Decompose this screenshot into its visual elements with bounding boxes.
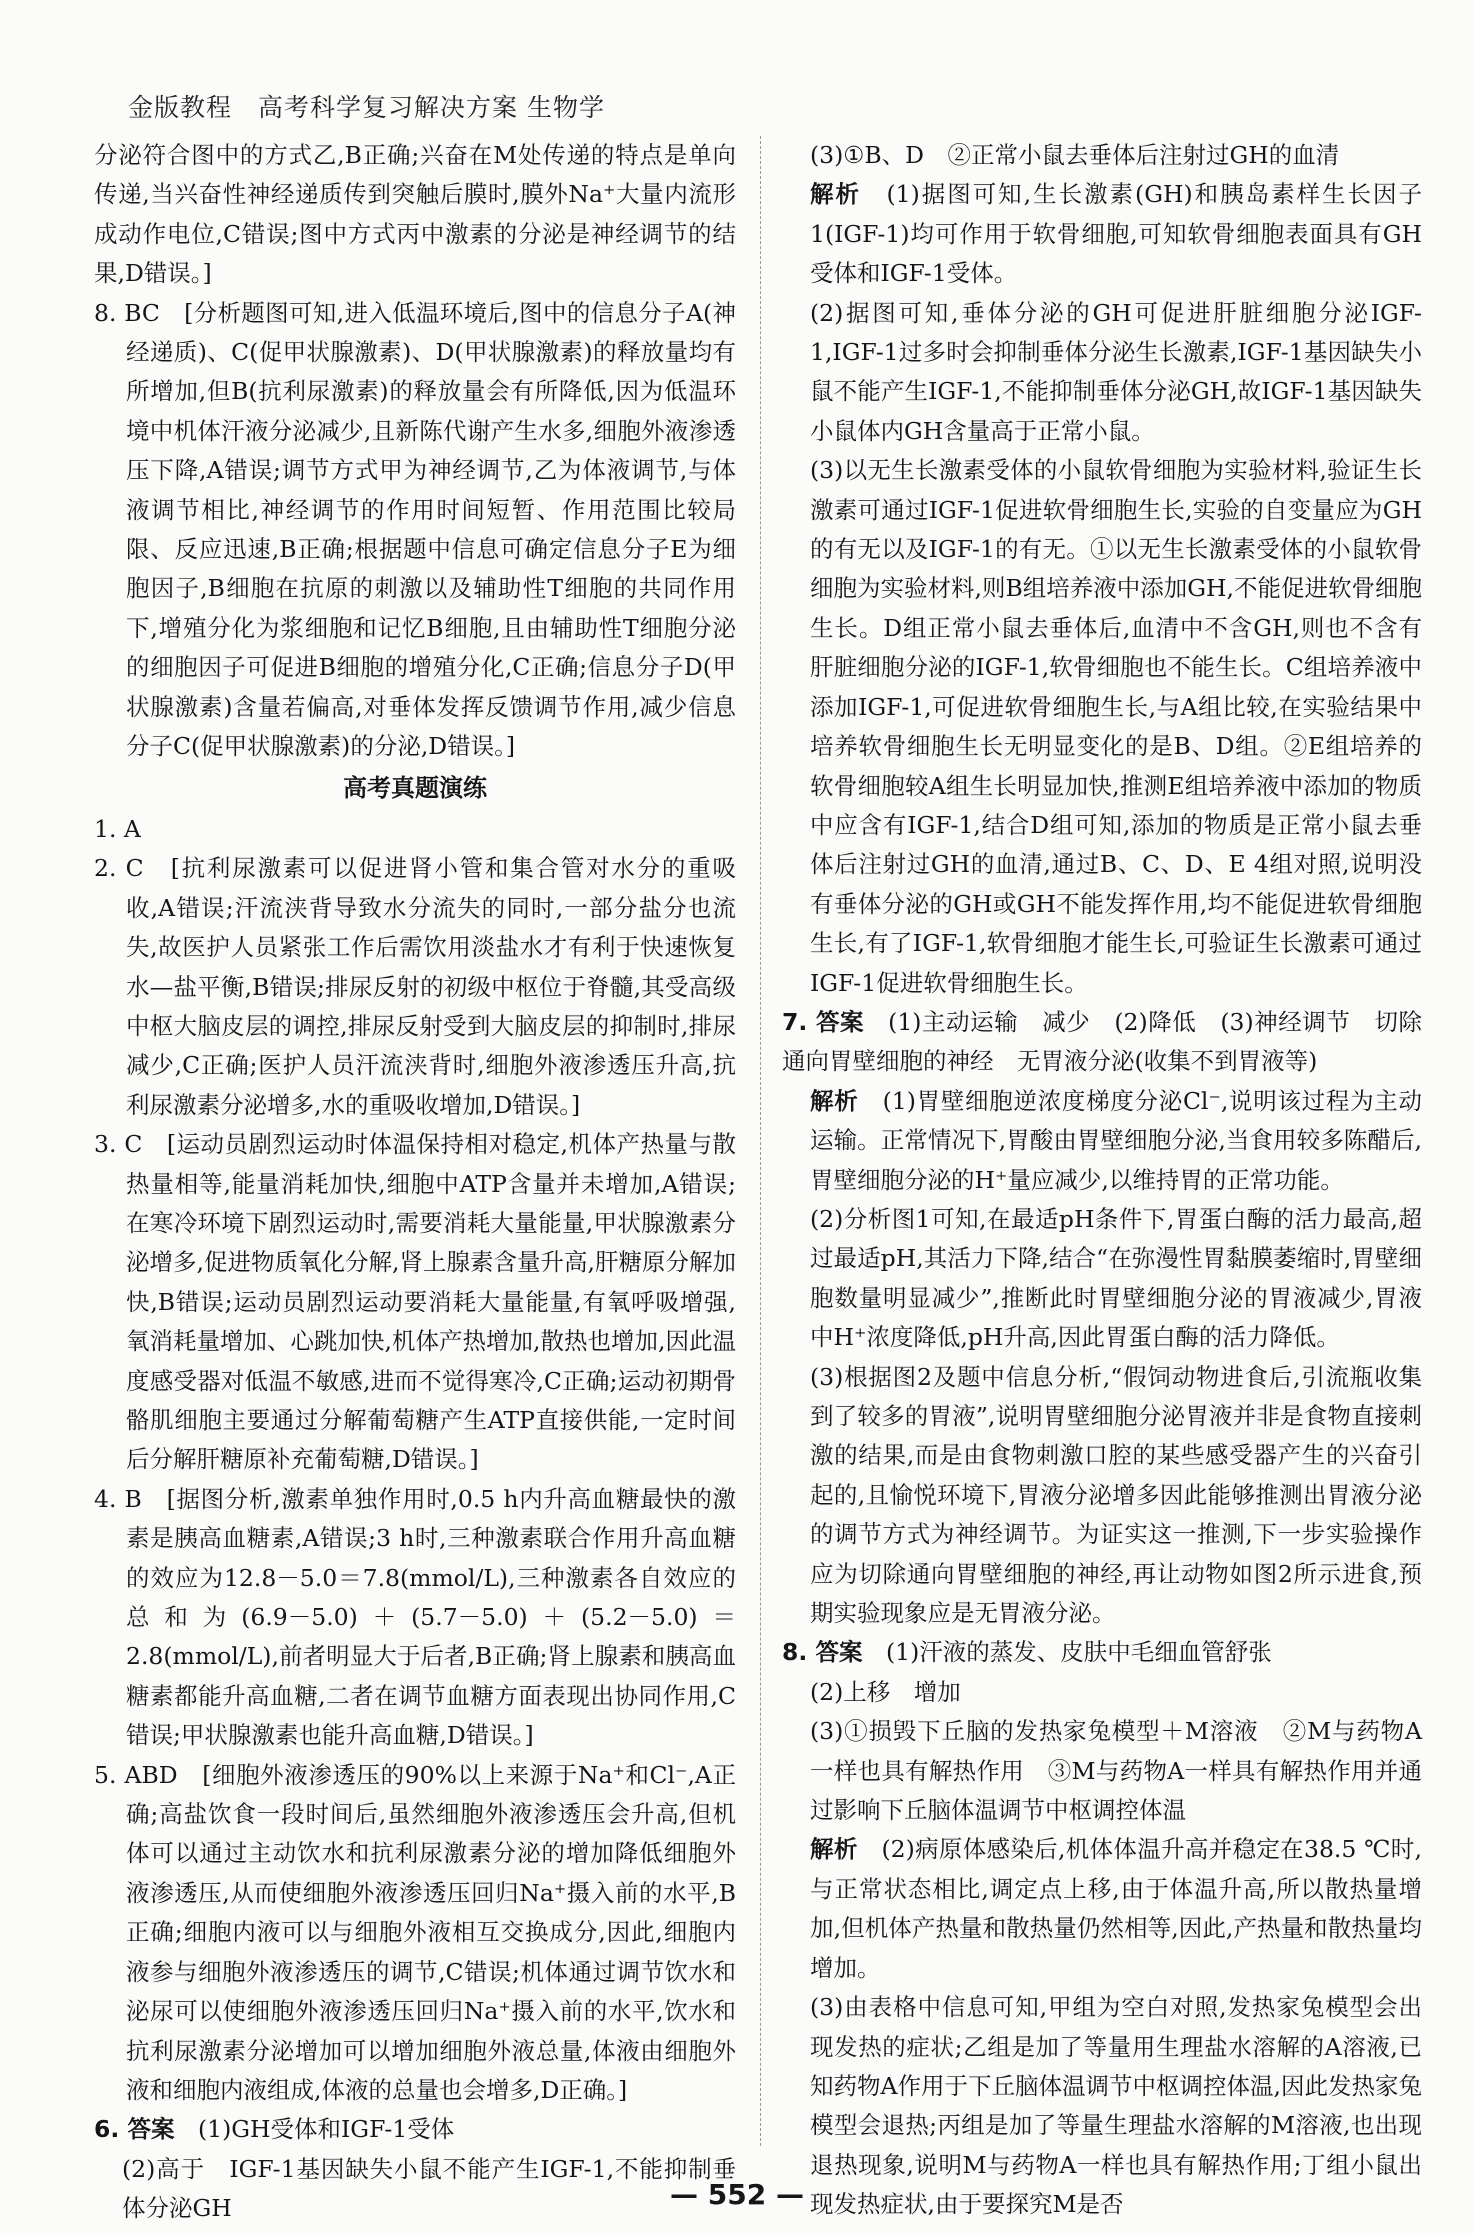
answer-6-part3: (3)①B、D ②正常小鼠去垂体后注射过GH的血清 bbox=[810, 141, 1340, 169]
answer-item-8: 8. BC [分析题图可知,进入低温环境后,图中的信息分子A(神经递质)、C(促甲状腺激素)、D(甲状腺激素)的释放量均有所增加,但B(抗利尿激素)的释放量会有所降低,因为低温环境中机体汗液分泌减少,且新陈代谢产生水多,细胞外液渗透压下降,A错误;调节方式甲为神经调节,乙为体液调节,与体液调节相比,神经调节的作用时间短暂、作用范围比较局限、反应迅速,B正确;根据题中信息可确定信息分子E为细胞因子,B细胞在抗原的刺激以及辅助性T细胞的共同作用下,增殖分化为浆细胞和记忆B细胞,且由辅助性T细胞分泌的细胞因子可促进B细胞的增殖分化,C正确;信息分子D(甲状腺激素)含量若偏高,对垂体发挥反馈调节作用,减少信息分子C(促甲状腺激素)的分泌,D错误。] bbox=[94, 298, 736, 761]
left-column bbox=[94, 136, 736, 2229]
answer-item-5: 5. ABD [细胞外液渗透压的90%以上来源于Na⁺和Cl⁻,A正确;高盐饮食一段时间后,虽然细胞外液渗透压会升高,但机体可以通过主动饮水和抗利尿激素分泌的增加降低细胞外液渗透压,从而使细胞外液渗透压回归Na⁺摄入前的水平,B正确;细胞内液可以与细胞外液相互交换成分,因此,细胞内液参与细胞外液渗透压的调节,C错误;机体通过调节饮水和泌尿可以使细胞外液渗透压回归Na⁺摄入前的水平,饮水和抗利尿激素分泌增加可以增加细胞外液总量,体液由细胞外液和细胞内液组成,体液的总量也会增多,D正确。] bbox=[94, 1760, 736, 2104]
answer-item-4: 4. B [据图分析,激素单独作用时,0.5 h内升高血糖最快的激素是胰高血糖素,A错误;3 h时,三种激素联合作用升高血糖的效应为12.8－5.0＝7.8(mmol/L),三种激素各自效应的总和为(6.9－5.0)＋(5.7－5.0)＋(5.2－5.0)＝2.8(mmol/L),前者明显大于后者,B正确;肾上腺素和胰高血糖素都能升高血糖,二者在调节血糖方面表现出协同作用,C错误;甲状腺激素也能升高血糖,D错误。] bbox=[94, 1484, 736, 1750]
analysis-6-1: (1)据图可知,生长激素(GH)和胰岛素样生长因子1(IGF-1)均可作用于软骨细胞,可知软骨细胞表面具有GH受体和IGF-1受体。 bbox=[810, 180, 1422, 288]
analysis-7-3: (3)根据图2及题中信息分析,“假饲动物进食后,引流瓶收集到了较多的胃液”,说明胃壁细胞分泌胃液并非是食物直接刺激的结果,而是由食物刺激口腔的某些感受器产生的兴奋引起的,且愉悦环境下,胃液分泌增多因此能够推测出胃液分泌的调节方式为神经调节。为证实这一推测,下一步实验操作应为切除通向胃壁细胞的神经,再让动物如图2所示进食,预期实验现象应是无胃液分泌。 bbox=[810, 1362, 1422, 1628]
analysis-label: 解析 bbox=[810, 1835, 858, 1864]
answer-6-part1: (1)GH受体和IGF-1受体 bbox=[197, 2115, 455, 2144]
answer-item-2: 2. C [抗利尿激素可以促进肾小管和集合管对水分的重吸收,A错误;汗流浃背导致水分流失的同时,一部分盐分也流失,故医护人员紧张工作后需饮用淡盐水才有利于快速恢复水—盐平衡,B错误;排尿反射的初级中枢位于脊髓,其受高级中枢大脑皮层的调控,排尿反射受到大脑皮层的抑制时,排尿减少,C正确;医护人员汗流浃背时,细胞外液渗透压升高,抗利尿激素分泌增多,水的重吸收增加,D错误。] bbox=[94, 854, 736, 1119]
paragraph: 分泌符合图中的方式乙,B正确;兴奋在M处传递的特点是单向传递,当兴奋性神经递质传到突触后膜时,膜外Na⁺大量内流形成动作电位,C错误;图中方式丙中激素的分泌是神经调节的结果,D错误。] bbox=[94, 141, 736, 288]
right-column bbox=[782, 136, 1422, 2225]
analysis-label: 解析 bbox=[810, 180, 861, 209]
analysis-6-3: (3)以无生长激素受体的小鼠软骨细胞为实验材料,验证生长激素可通过IGF-1促进软骨细胞生长,实验的自变量应为GH的有无以及IGF-1的有无。①以无生长激素受体的小鼠软骨细胞为实验材料,则B组培养液中添加GH,不能促进软骨细胞生长。D组正常小鼠去垂体后,血清中不含GH,则也不含有肝脏细胞分泌的IGF-1,软骨细胞也不能生长。C组培养液中添加IGF-1,可促进软骨细胞生长,与A组比较,在实验结果中培养软骨细胞生长无明显变化的是B、D组。②E组培养的软骨细胞较A组生长明显加快,推测E组培养液中添加的物质中应含有IGF-1,结合D组可知,添加的物质是正常小鼠去垂体后注射过GH的血清,通过B、C、D、E 4组对照,说明没有垂体分泌的GH或GH不能发挥作用,均不能促进软骨细胞生长,有了IGF-1,软骨细胞才能生长,可验证生长激素可通过IGF-1促进软骨细胞生长。 bbox=[810, 456, 1422, 997]
answer-8-title: 8. 答案 bbox=[782, 1638, 863, 1667]
analysis-7-1: (1)胃壁细胞逆浓度梯度分泌Cl⁻,说明该过程为主动运输。正常情况下,胃酸由胃壁细胞分泌,当食用较多陈醋后,胃壁细胞分泌的H⁺量应减少,以维持胃的正常功能。 bbox=[810, 1086, 1422, 1194]
analysis-label: 解析 bbox=[810, 1086, 859, 1115]
answer-8-part2: (2)上移 增加 bbox=[810, 1677, 961, 1706]
analysis-6-2: (2)据图可知,垂体分泌的GH可促进肝脏细胞分泌IGF-1,IGF-1过多时会抑制垂体分泌生长激素,IGF-1基因缺失小鼠不能产生IGF-1,不能抑制垂体分泌GH,故IGF-1基因缺失小鼠体内GH含量高于正常小鼠。 bbox=[810, 298, 1422, 445]
answer-item-1: 1. A bbox=[94, 814, 141, 843]
page-number: — 552 — bbox=[670, 2178, 804, 2211]
answer-item-3: 3. C [运动员剧烈运动时体温保持相对稳定,机体产热量与散热量相等,能量消耗加快,细胞中ATP含量并未增加,A错误;在寒冷环境下剧烈运动时,需要消耗大量能量,甲状腺激素分泌增多,促进物质氧化分解,肾上腺素含量升高,肝糖原分解加快,B错误;运动员剧烈运动要消耗大量能量,有氧呼吸增强,氧消耗量增加、心跳加快,机体产热增加,散热也增加,因此温度感受器对低温不敏感,进而不觉得寒冷,C正确;运动初期骨骼肌细胞主要通过分解葡萄糖产生ATP直接供能,一定时间后分解肝糖原补充葡萄糖,D错误。] bbox=[94, 1130, 736, 1474]
answer-8-part1: (1)汗液的蒸发、皮肤中毛细血管舒张 bbox=[885, 1638, 1272, 1667]
answer-6-title: 6. 答案 bbox=[94, 2115, 175, 2144]
section-title: 高考真题演练 bbox=[343, 773, 487, 802]
analysis-7-2: (2)分析图1可知,在最适pH条件下,胃蛋白酶的活力最高,超过最适pH,其活力下降,结合“在弥漫性胃黏膜萎缩时,胃壁细胞数量明显减少”,推断此时胃壁细胞分泌的胃液减少,胃液中H⁺浓度降低,pH升高,因此胃蛋白酶的活力降低。 bbox=[810, 1204, 1422, 1352]
answer-8-part3: (3)①损毁下丘脑的发热家兔模型＋M溶液 ②M与药物A一样也具有解热作用 ③M与药物A一样具有解热作用并通过影响下丘脑体温调节中枢调控体温 bbox=[810, 1717, 1422, 1825]
analysis-8-1: (2)病原体感染后,机体体温升高并稳定在38.5 ℃时,与正常状态相比,调定点上移,由于体温升高,所以散热量增加,但机体产热量和散热量仍然相等,因此,产热量和散热量均增加。 bbox=[810, 1835, 1423, 1982]
answer-7: (1)主动运输 减少 (2)降低 (3)神经调节 切除通向胃壁细胞的神经 无胃液分泌(收集不到胃液等) bbox=[782, 1007, 1422, 1076]
analysis-8-2: (3)由表格中信息可知,甲组为空白对照,发热家兔模型会出现发热的症状;乙组是加了等量用生理盐水溶解的A溶液,已知药物A作用于下丘脑体温调节中枢调控体温,因此发热家兔模型会退热;丙组是加了等量生理盐水溶解的M溶液,也出现退热现象,说明M与药物A一样也具有解热作用;丁组小鼠出现发热症状,由于要探究M是否 bbox=[810, 1993, 1422, 2219]
answer-7-title: 7. 答案 bbox=[782, 1007, 865, 1036]
answer-6-part2: (2)高于 IGF-1基因缺失小鼠不能产生IGF-1,不能抑制垂体分泌GH bbox=[122, 2154, 736, 2223]
page-header: 金版教程 高考科学复习解决方案 生物学 bbox=[128, 93, 605, 122]
column-divider bbox=[760, 136, 761, 2146]
